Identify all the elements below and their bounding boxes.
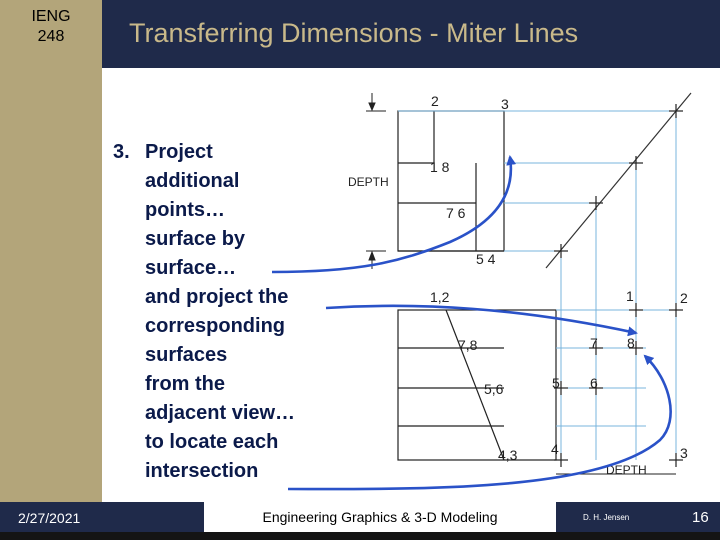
label-side-1: 1 (626, 288, 634, 304)
step-line: corresponding (145, 315, 286, 337)
label-top-2: 2 (431, 93, 439, 109)
step-line: and project the (145, 286, 289, 308)
course-code-line1: IENG (31, 8, 71, 25)
step-lines (145, 138, 295, 486)
label-top-3: 3 (501, 96, 509, 112)
footer-course-box (204, 502, 556, 532)
label-54: 5 4 (476, 251, 496, 267)
label-side-6: 6 (590, 375, 598, 391)
label-12: 1,2 (430, 289, 450, 305)
footer-course-name: Engineering Graphics & 3-D Modeling (262, 509, 498, 525)
title-bar (102, 0, 720, 68)
step-line: Project (145, 141, 213, 163)
footer-date: 2/27/2021 (18, 510, 81, 526)
label-side-2: 2 (680, 290, 688, 306)
step-line: surface by (145, 228, 246, 250)
step-line: points… (145, 199, 225, 221)
slide-title: Transferring Dimensions - Miter Lines (129, 18, 579, 48)
label-side-4: 4 (551, 441, 559, 457)
step-line: adjacent view… (145, 402, 296, 424)
footer-bar (0, 502, 720, 540)
step-number: 3. (113, 141, 130, 163)
label-56: 5,6 (484, 381, 504, 397)
label-18: 1 8 (430, 159, 450, 175)
left-sidebar (0, 0, 102, 502)
footer-author: D. H. Jensen (583, 513, 630, 522)
label-side-8: 8 (627, 335, 635, 351)
course-code-block (0, 0, 102, 68)
label-78: 7,8 (458, 337, 478, 353)
step-line: surface… (145, 257, 237, 279)
label-76: 7 6 (446, 205, 466, 221)
step-line: additional (145, 170, 240, 192)
label-depth-bottom: DEPTH (606, 463, 647, 477)
label-43: 4,3 (498, 447, 518, 463)
page-number: 16 (692, 509, 709, 526)
course-code-line2: 248 (37, 28, 65, 45)
miter-line-drawing (346, 88, 694, 488)
label-side-7: 7 (590, 335, 598, 351)
step-line: from the (145, 373, 225, 395)
label-side-5: 5 (552, 375, 560, 391)
label-depth-left: DEPTH (348, 175, 389, 189)
step-line: surfaces (145, 344, 228, 366)
step-line: intersection (145, 460, 259, 482)
footer-strip (0, 532, 720, 540)
step-line: to locate each (145, 431, 279, 453)
label-side-3: 3 (680, 445, 688, 461)
